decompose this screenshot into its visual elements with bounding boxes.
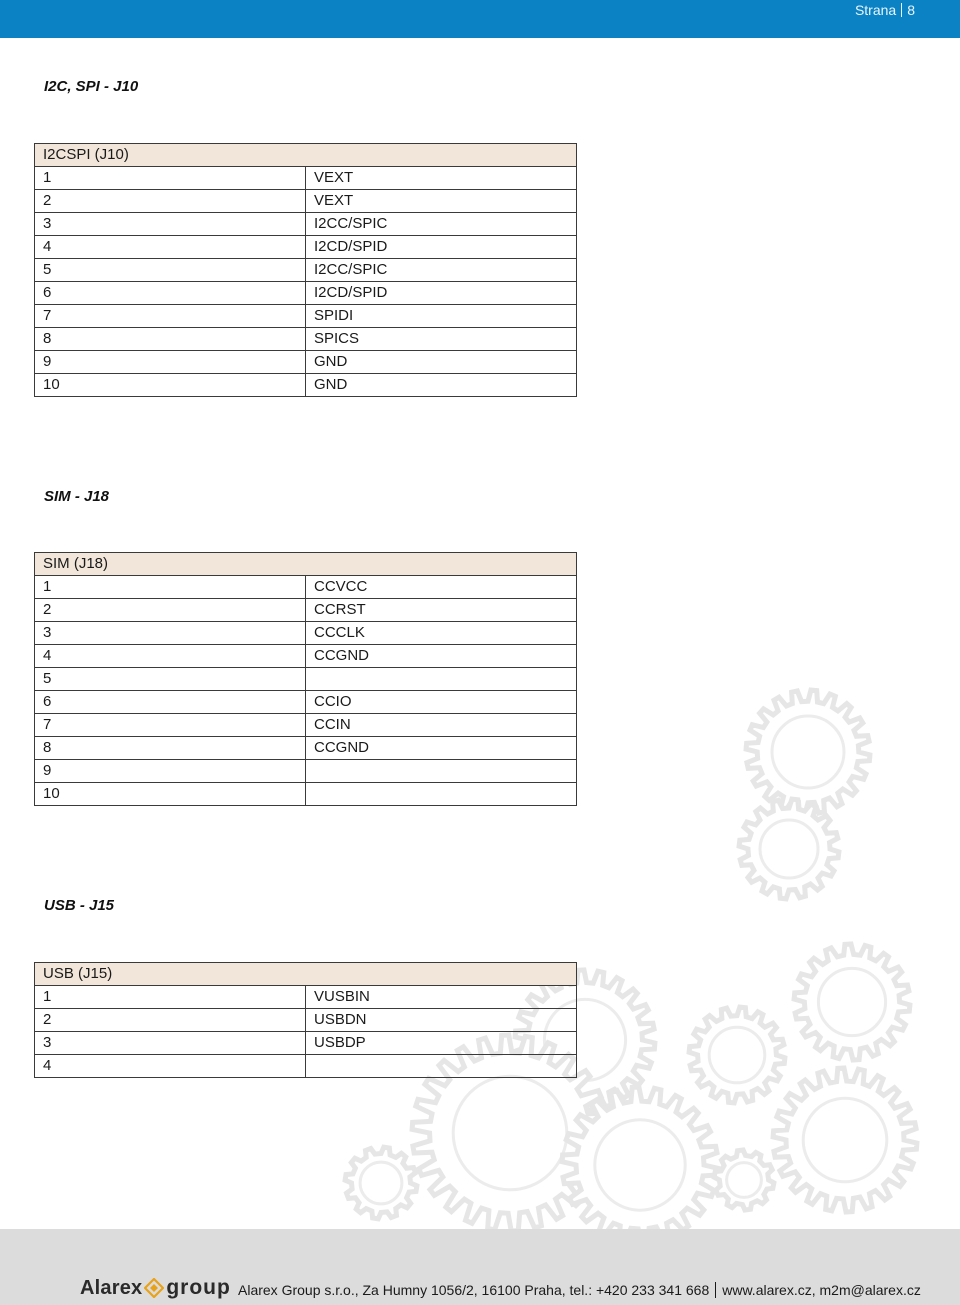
table-row bbox=[35, 167, 577, 190]
pin-signal: USBDP bbox=[306, 1032, 577, 1055]
table-row bbox=[35, 760, 577, 783]
gear-decoration bbox=[773, 1068, 917, 1212]
logo-text-left: Alarex bbox=[80, 1276, 143, 1299]
pin-number: 2 bbox=[35, 599, 306, 622]
pin-signal: SPICS bbox=[306, 328, 577, 351]
pin-number: 3 bbox=[35, 213, 306, 236]
footer-contact-info bbox=[238, 1282, 921, 1298]
pin-table-i2cspi bbox=[34, 143, 577, 397]
pin-signal: SPIDI bbox=[306, 305, 577, 328]
pin-number: 1 bbox=[35, 167, 306, 190]
table-header-label: I2CSPI (J10) bbox=[35, 144, 577, 167]
pin-signal: GND bbox=[306, 374, 577, 397]
pin-number: 5 bbox=[35, 259, 306, 282]
table-row bbox=[35, 691, 577, 714]
pin-signal: VEXT bbox=[306, 167, 577, 190]
table-row bbox=[35, 714, 577, 737]
gear-hub-decoration bbox=[453, 1076, 567, 1190]
pin-signal: CCRST bbox=[306, 599, 577, 622]
gear-decoration bbox=[794, 944, 910, 1060]
gear-hub-decoration bbox=[360, 1162, 402, 1204]
pin-signal: CCIO bbox=[306, 691, 577, 714]
pin-number: 7 bbox=[35, 305, 306, 328]
table-row bbox=[35, 236, 577, 259]
footer bbox=[0, 1229, 960, 1305]
table-row bbox=[35, 1055, 577, 1078]
table-row bbox=[35, 645, 577, 668]
table-row bbox=[35, 622, 577, 645]
section-title-usb: USB - J15 bbox=[44, 897, 115, 914]
pin-number: 3 bbox=[35, 1032, 306, 1055]
section-title-i2c-spi: I2C, SPI - J10 bbox=[44, 78, 139, 95]
pin-signal: GND bbox=[306, 351, 577, 374]
table-row bbox=[35, 351, 577, 374]
table-header-label: SIM (J18) bbox=[35, 553, 577, 576]
gear-decoration bbox=[746, 690, 870, 814]
pin-number: 4 bbox=[35, 236, 306, 259]
company-contacts: www.alarex.cz, m2m@alarex.cz bbox=[722, 1282, 921, 1298]
gear-decoration bbox=[714, 1150, 774, 1210]
pin-number: 8 bbox=[35, 328, 306, 351]
gear-hub-decoration bbox=[772, 716, 844, 788]
gear-decoration bbox=[689, 1007, 785, 1103]
pin-signal: I2CC/SPIC bbox=[306, 213, 577, 236]
pin-signal bbox=[306, 783, 577, 806]
page-separator bbox=[901, 3, 902, 17]
pin-signal bbox=[306, 1055, 577, 1078]
table-row bbox=[35, 599, 577, 622]
pin-signal: USBDN bbox=[306, 1009, 577, 1032]
table-row bbox=[35, 328, 577, 351]
top-bar bbox=[0, 0, 960, 38]
pin-number: 9 bbox=[35, 351, 306, 374]
table-row bbox=[35, 783, 577, 806]
table-header-row bbox=[35, 144, 577, 167]
pin-number: 10 bbox=[35, 783, 306, 806]
pin-signal: CCCLK bbox=[306, 622, 577, 645]
table-header-row bbox=[35, 963, 577, 986]
table-row bbox=[35, 282, 577, 305]
table-row bbox=[35, 259, 577, 282]
table-row bbox=[35, 305, 577, 328]
pin-number: 9 bbox=[35, 760, 306, 783]
pin-number: 3 bbox=[35, 622, 306, 645]
pin-number: 4 bbox=[35, 1055, 306, 1078]
pin-signal: I2CD/SPID bbox=[306, 282, 577, 305]
pin-number: 2 bbox=[35, 1009, 306, 1032]
pin-signal bbox=[306, 760, 577, 783]
pin-number: 2 bbox=[35, 190, 306, 213]
pin-number: 1 bbox=[35, 986, 306, 1009]
pin-signal: I2CC/SPIC bbox=[306, 259, 577, 282]
table-row bbox=[35, 668, 577, 691]
pin-number: 1 bbox=[35, 576, 306, 599]
table-row bbox=[35, 190, 577, 213]
pin-signal: CCVCC bbox=[306, 576, 577, 599]
pin-number: 5 bbox=[35, 668, 306, 691]
pin-number: 4 bbox=[35, 645, 306, 668]
company-logo bbox=[80, 1276, 231, 1300]
gear-decoration bbox=[562, 1087, 718, 1243]
gear-hub-decoration bbox=[818, 968, 885, 1035]
page-number: 8 bbox=[907, 2, 915, 18]
logo-diamond-icon bbox=[144, 1278, 164, 1298]
table-row bbox=[35, 986, 577, 1009]
pin-number: 10 bbox=[35, 374, 306, 397]
pin-signal: CCIN bbox=[306, 714, 577, 737]
pin-table-usb bbox=[34, 962, 577, 1078]
table-row bbox=[35, 1032, 577, 1055]
pin-signal: VUSBIN bbox=[306, 986, 577, 1009]
table-row bbox=[35, 737, 577, 760]
table-row bbox=[35, 213, 577, 236]
gear-hub-decoration bbox=[709, 1027, 765, 1083]
pin-number: 8 bbox=[35, 737, 306, 760]
pin-table-sim bbox=[34, 552, 577, 806]
table-row bbox=[35, 576, 577, 599]
pin-signal: VEXT bbox=[306, 190, 577, 213]
gear-hub-decoration bbox=[595, 1120, 685, 1210]
company-address: Alarex Group s.r.o., Za Humny 1056/2, 16100 Praha, tel.: +420 233 341 668 bbox=[238, 1282, 710, 1298]
pin-signal: CCGND bbox=[306, 737, 577, 760]
gear-decoration bbox=[739, 799, 839, 899]
gear-hub-decoration bbox=[803, 1098, 887, 1182]
pin-signal: I2CD/SPID bbox=[306, 236, 577, 259]
page-word: Strana bbox=[854, 2, 897, 18]
footer-separator bbox=[715, 1282, 716, 1298]
gear-hub-decoration bbox=[727, 1163, 762, 1198]
pin-number: 6 bbox=[35, 282, 306, 305]
gear-hub-decoration bbox=[760, 820, 818, 878]
pin-number: 7 bbox=[35, 714, 306, 737]
logo-text-right: group bbox=[166, 1276, 231, 1299]
gear-decoration bbox=[345, 1147, 417, 1219]
table-header-row bbox=[35, 553, 577, 576]
section-title-sim: SIM - J18 bbox=[44, 488, 110, 505]
page-indicator bbox=[855, 0, 915, 20]
pin-number: 6 bbox=[35, 691, 306, 714]
table-row bbox=[35, 374, 577, 397]
pin-signal bbox=[306, 668, 577, 691]
pin-signal: CCGND bbox=[306, 645, 577, 668]
table-row bbox=[35, 1009, 577, 1032]
table-header-label: USB (J15) bbox=[35, 963, 577, 986]
